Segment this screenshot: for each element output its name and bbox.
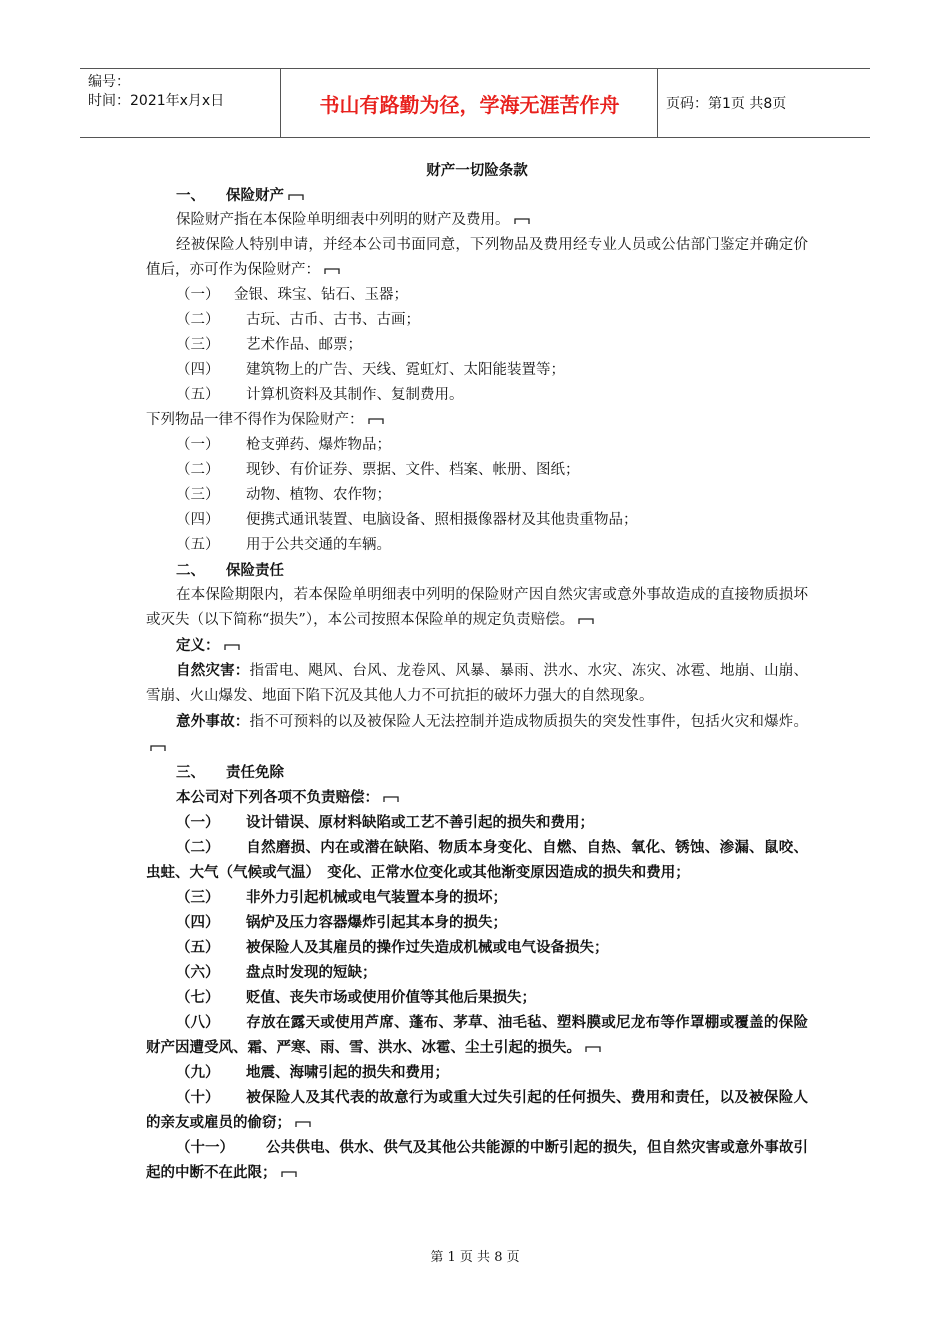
list-number: （五） — [176, 537, 220, 553]
section-heading — [146, 760, 808, 785]
list-item — [146, 358, 808, 383]
header-page-info: 页码：第1页 共8页 — [666, 96, 787, 112]
paragraph — [146, 658, 808, 709]
paragraph-text: 保险财产指在本保险单明细表中列明的财产及费用。 — [176, 212, 510, 228]
paragraph-mark-icon — [383, 794, 399, 803]
paragraph-text: 经被保险人特别申请，并经本公司书面同意，下列物品及费用经专业人员或公估部门鉴定并确定价值后，亦可作为保险财产： — [146, 237, 808, 278]
list-text: 贬值、丧失市场或使用价值等其他后果损失； — [246, 989, 536, 1006]
list-number: （四） — [176, 512, 220, 528]
list-text: 艺术作品、邮票； — [246, 337, 362, 353]
list-item — [146, 1060, 808, 1085]
list-text: 动物、植物、农作物； — [246, 487, 391, 503]
list-number: （二） — [176, 462, 220, 478]
header-divider — [657, 69, 658, 137]
paragraph-text: 指不可预料的以及被保险人无法控制并造成物质损失的突发性事件，包括火灾和爆炸。 — [249, 714, 809, 730]
paragraph — [146, 785, 808, 810]
list-number: （五） — [176, 387, 220, 403]
list-item — [146, 333, 808, 358]
definition-label: 定义： — [176, 637, 220, 654]
list-text: 枪支弹药、爆炸物品； — [246, 437, 391, 453]
list-item — [146, 383, 808, 408]
list-item — [146, 885, 808, 910]
paragraph-mark-icon — [368, 416, 384, 425]
list-number: （九） — [176, 1064, 220, 1081]
paragraph — [146, 208, 808, 233]
list-text: 盘点时发现的短缺； — [246, 964, 377, 981]
paragraph-mark-icon — [224, 642, 240, 651]
header-meta — [88, 73, 283, 111]
paragraph — [146, 408, 808, 433]
list-item — [146, 1135, 808, 1185]
list-text: 存放在露天或使用芦席、蓬布、茅草、油毛毡、塑料膜或尼龙布等作罩棚或覆盖的保险财产因遭受风、霜、严寒、雨、雪、洪水、冰雹、尘土引起的损失。 — [146, 1014, 808, 1056]
section-number: 一、 — [176, 187, 205, 204]
list-item — [146, 1085, 808, 1135]
list-number: （二） — [176, 839, 220, 856]
list-text: 地震、海啸引起的损失和费用； — [246, 1064, 449, 1081]
list-number: （一） — [176, 437, 220, 453]
section-heading — [146, 183, 808, 208]
list-number: （六） — [176, 964, 220, 981]
paragraph-text: 下列物品一律不得作为保险财产： — [146, 412, 364, 428]
paragraph-mark-icon — [295, 1119, 311, 1128]
list-text: 建筑物上的广告、天线、霓虹灯、太阳能装置等； — [246, 362, 565, 378]
term-label: 自然灾害： — [176, 662, 250, 679]
section-title: 保险责任 — [226, 562, 284, 579]
paragraph — [146, 583, 808, 633]
paragraph-mark-icon — [514, 216, 530, 225]
list-text: 用于公共交通的车辆。 — [246, 537, 391, 553]
list-text: 便携式通讯装置、电脑设备、照相摄像器材及其他贵重物品； — [246, 512, 638, 528]
list-item — [146, 810, 808, 835]
list-item — [146, 533, 808, 558]
paragraph-mark-icon — [281, 1169, 297, 1178]
list-text: 设计错误、原材料缺陷或工艺不善引起的损失和费用； — [246, 814, 594, 831]
page-header — [80, 68, 870, 138]
list-item — [146, 458, 808, 483]
list-item — [146, 308, 808, 333]
term-label: 意外事故： — [176, 713, 250, 730]
paragraph — [146, 709, 808, 760]
list-number: （一） — [176, 287, 220, 303]
list-text: 计算机资料及其制作、复制费用。 — [246, 387, 464, 403]
paragraph-text: 本公司对下列各项不负责赔偿： — [176, 789, 379, 806]
document-title: 财产一切险条款 — [426, 162, 528, 179]
page-footer: 第 1 页 共 8 页 — [430, 1250, 520, 1265]
section-title: 责任免除 — [226, 764, 284, 781]
list-item — [146, 283, 808, 308]
list-text: 非外力引起机械或电气装置本身的损坏； — [246, 889, 507, 906]
section-title: 保险财产 — [226, 187, 284, 204]
list-number: （三） — [176, 487, 220, 503]
list-number: （三） — [176, 889, 220, 906]
paragraph-mark-icon — [324, 266, 340, 275]
list-number: （四） — [176, 362, 220, 378]
list-number: （四） — [176, 914, 220, 931]
list-text: 锅炉及压力容器爆炸引起其本身的损失； — [246, 914, 507, 931]
paragraph-mark-icon — [288, 192, 304, 201]
paragraph-mark-icon — [150, 743, 166, 752]
list-number: （十） — [176, 1089, 220, 1106]
list-number: （八） — [176, 1014, 220, 1031]
section-heading — [146, 558, 808, 583]
paragraph-text: 指雷电、飓风、台风、龙卷风、风暴、暴雨、洪水、水灾、冻灾、冰雹、地崩、山崩、雪崩、火山爆发、地面下陷下沉及其他人力不可抗拒的破坏力强大的自然现象。 — [146, 663, 809, 704]
paragraph — [146, 633, 808, 658]
header-number-label: 编号： — [88, 74, 130, 90]
list-number: （十一） — [176, 1139, 234, 1156]
paragraph — [146, 233, 808, 283]
list-number: （七） — [176, 989, 220, 1006]
paragraph-mark-icon — [578, 616, 594, 625]
header-motto: 书山有路勤为径，学海无涯苦作舟 — [319, 92, 620, 117]
list-text: 被保险人及其代表的故意行为或重大过失引起的任何损失、费用和责任，以及被保险人的亲友或雇员的偷窃； — [146, 1089, 808, 1131]
list-text: 现钞、有价证券、票据、文件、档案、帐册、图纸； — [246, 462, 580, 478]
list-item — [146, 835, 808, 885]
list-item — [146, 910, 808, 935]
list-number: （一） — [176, 814, 220, 831]
list-item — [146, 1010, 808, 1060]
header-time-label: 时间：2021年x月x日 — [88, 93, 225, 109]
list-number: （五） — [176, 939, 220, 956]
list-item — [146, 433, 808, 458]
list-item — [146, 985, 808, 1010]
list-item — [146, 508, 808, 533]
list-text: 古玩、古币、古书、古画； — [246, 312, 420, 328]
document-body — [146, 158, 808, 1185]
list-number: （三） — [176, 337, 220, 353]
list-text: 公共供电、供水、供气及其他公共能源的中断引起的损失，但自然灾害或意外事故引起的中断不在此限； — [146, 1139, 808, 1181]
paragraph-text: 在本保险期限内，若本保险单明细表中列明的保险财产因自然灾害或意外事故造成的直接物质损坏或灭失（以下简称“损失”），本公司按照本保险单的规定负责赔偿。 — [146, 587, 808, 628]
list-text: 金银、珠宝、钻石、玉器； — [234, 287, 408, 303]
list-item — [146, 483, 808, 508]
list-item — [146, 935, 808, 960]
section-number: 二、 — [176, 562, 205, 579]
list-item — [146, 960, 808, 985]
paragraph-mark-icon — [585, 1044, 601, 1053]
section-number: 三、 — [176, 764, 205, 781]
list-text: 被保险人及其雇员的操作过失造成机械或电气设备损失； — [246, 939, 609, 956]
list-text: 自然磨损、内在或潜在缺陷、物质本身变化、自燃、自热、氧化、锈蚀、渗漏、鼠咬、虫蛀、大气（气候或气温） 变化、正常水位变化或其他渐变原因造成的损失和费用； — [146, 839, 808, 881]
list-number: （二） — [176, 312, 220, 328]
header-divider — [280, 69, 281, 137]
